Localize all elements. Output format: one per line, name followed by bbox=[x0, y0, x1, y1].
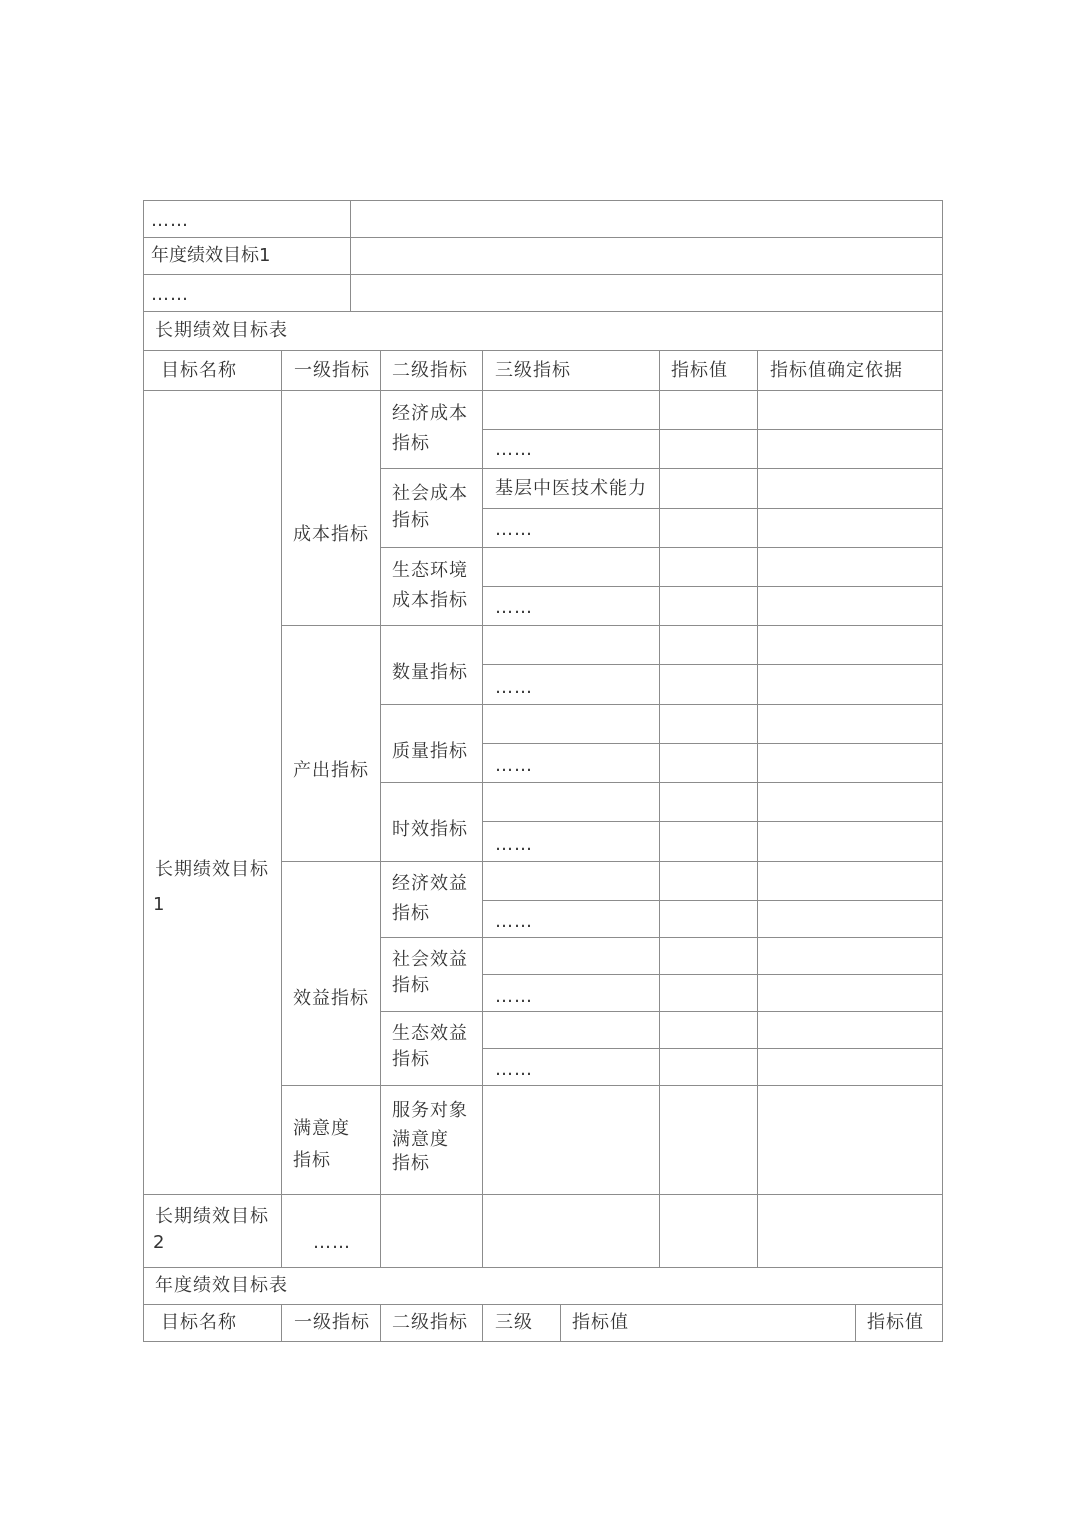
rule bbox=[143, 1341, 943, 1342]
level2-social-benefit: 社会效益 bbox=[392, 949, 468, 970]
level2-service-satisfaction: 服务对象 bbox=[392, 1100, 468, 1121]
rule bbox=[942, 200, 943, 1342]
level2-service-satisfaction-line3: 指标 bbox=[392, 1153, 430, 1174]
rule bbox=[482, 974, 943, 975]
rule bbox=[350, 200, 351, 311]
rule bbox=[482, 821, 943, 822]
rule bbox=[757, 350, 758, 1267]
level2-quantity: 数量指标 bbox=[392, 662, 468, 683]
level2-social-cost-line2: 指标 bbox=[392, 510, 430, 531]
level3-eco-benefit-ellipsis: …… bbox=[495, 1059, 533, 1080]
level3-eco-cost-ellipsis: …… bbox=[495, 597, 533, 618]
rule bbox=[143, 274, 943, 275]
level2-eco-cost-line2: 成本指标 bbox=[392, 590, 468, 611]
rule bbox=[143, 350, 943, 351]
rule bbox=[143, 237, 943, 238]
rule bbox=[143, 311, 943, 312]
rule bbox=[482, 586, 943, 587]
annual-header-level1: 一级指标 bbox=[294, 1312, 370, 1333]
level3-social-cost-first: 基层中医技术能力 bbox=[495, 478, 647, 499]
rule bbox=[482, 350, 483, 1267]
level1-cost: 成本指标 bbox=[293, 524, 369, 545]
rule bbox=[482, 1304, 483, 1341]
level2-econ-benefit-line2: 指标 bbox=[392, 903, 430, 924]
header-indicator-value: 指标值 bbox=[671, 360, 728, 381]
goal-2-name: 长期绩效目标 bbox=[155, 1206, 269, 1227]
level3-social-cost-ellipsis: …… bbox=[495, 519, 533, 540]
rule bbox=[143, 390, 943, 391]
level2-social-benefit-line2: 指标 bbox=[392, 975, 430, 996]
header-level3: 三级指标 bbox=[495, 360, 571, 381]
rule bbox=[143, 1304, 943, 1305]
rule bbox=[482, 429, 943, 430]
header-goal-name: 目标名称 bbox=[161, 360, 237, 381]
level2-eco-benefit: 生态效益 bbox=[392, 1023, 468, 1044]
rule bbox=[659, 350, 660, 1267]
level3-econ-cost-ellipsis: …… bbox=[495, 439, 533, 460]
goal-1-name: 长期绩效目标 bbox=[155, 859, 269, 880]
rule bbox=[281, 1304, 282, 1341]
level3-timeliness-ellipsis: …… bbox=[495, 834, 533, 855]
rule bbox=[380, 937, 943, 938]
level1-satisfaction: 满意度 bbox=[293, 1118, 350, 1139]
level3-quantity-ellipsis: …… bbox=[495, 677, 533, 698]
top-row-2-label: 年度绩效目标1 bbox=[151, 245, 271, 266]
rule bbox=[482, 664, 943, 665]
rule bbox=[855, 1304, 856, 1341]
rule bbox=[482, 743, 943, 744]
rule bbox=[380, 704, 943, 705]
annual-table-title: 年度绩效目标表 bbox=[155, 1275, 288, 1296]
rule bbox=[143, 200, 144, 1342]
rule bbox=[143, 200, 943, 201]
level2-econ-cost: 经济成本 bbox=[392, 403, 468, 424]
annual-header-indicator-value: 指标值 bbox=[572, 1312, 629, 1333]
long-term-table-title: 长期绩效目标表 bbox=[155, 320, 288, 341]
level2-eco-benefit-line2: 指标 bbox=[392, 1049, 430, 1070]
level1-benefit: 效益指标 bbox=[293, 988, 369, 1009]
rule bbox=[380, 547, 943, 548]
level2-social-cost: 社会成本 bbox=[392, 483, 468, 504]
rule bbox=[380, 782, 943, 783]
annual-header-goal-name: 目标名称 bbox=[161, 1312, 237, 1333]
level3-quality-ellipsis: …… bbox=[495, 755, 533, 776]
annual-header-indicator-value-2: 指标值 bbox=[867, 1312, 924, 1333]
goal-2-name-number: 2 bbox=[153, 1232, 166, 1253]
rule bbox=[560, 1304, 561, 1341]
header-value-basis: 指标值确定依据 bbox=[770, 360, 903, 381]
rule bbox=[380, 468, 943, 469]
level3-social-benefit-ellipsis: …… bbox=[495, 986, 533, 1007]
level3-econ-benefit-ellipsis: …… bbox=[495, 911, 533, 932]
level2-econ-cost-line2: 指标 bbox=[392, 433, 430, 454]
level2-quality: 质量指标 bbox=[392, 741, 468, 762]
level1-output: 产出指标 bbox=[293, 760, 369, 781]
level1-satisfaction-line2: 指标 bbox=[293, 1150, 331, 1171]
header-level2: 二级指标 bbox=[392, 360, 468, 381]
level2-service-satisfaction-line2: 满意度 bbox=[392, 1129, 449, 1150]
annual-header-level2: 二级指标 bbox=[392, 1312, 468, 1333]
goal-2-level1: …… bbox=[313, 1232, 351, 1253]
header-level1: 一级指标 bbox=[294, 360, 370, 381]
level2-eco-cost: 生态环境 bbox=[392, 560, 468, 581]
rule bbox=[143, 1194, 943, 1195]
level2-econ-benefit: 经济效益 bbox=[392, 873, 468, 894]
level2-timeliness: 时效指标 bbox=[392, 819, 468, 840]
rule bbox=[380, 1304, 381, 1341]
rule bbox=[143, 1267, 943, 1268]
rule bbox=[482, 1048, 943, 1049]
goal-1-name-number: 1 bbox=[153, 894, 166, 915]
top-row-3-label: …… bbox=[151, 284, 189, 305]
rule bbox=[281, 350, 282, 1267]
rule bbox=[482, 508, 943, 509]
rule bbox=[380, 350, 381, 1267]
annual-header-level3: 三级 bbox=[495, 1312, 533, 1333]
rule bbox=[482, 900, 943, 901]
top-row-1-label: …… bbox=[151, 210, 189, 231]
rule bbox=[380, 1011, 943, 1012]
